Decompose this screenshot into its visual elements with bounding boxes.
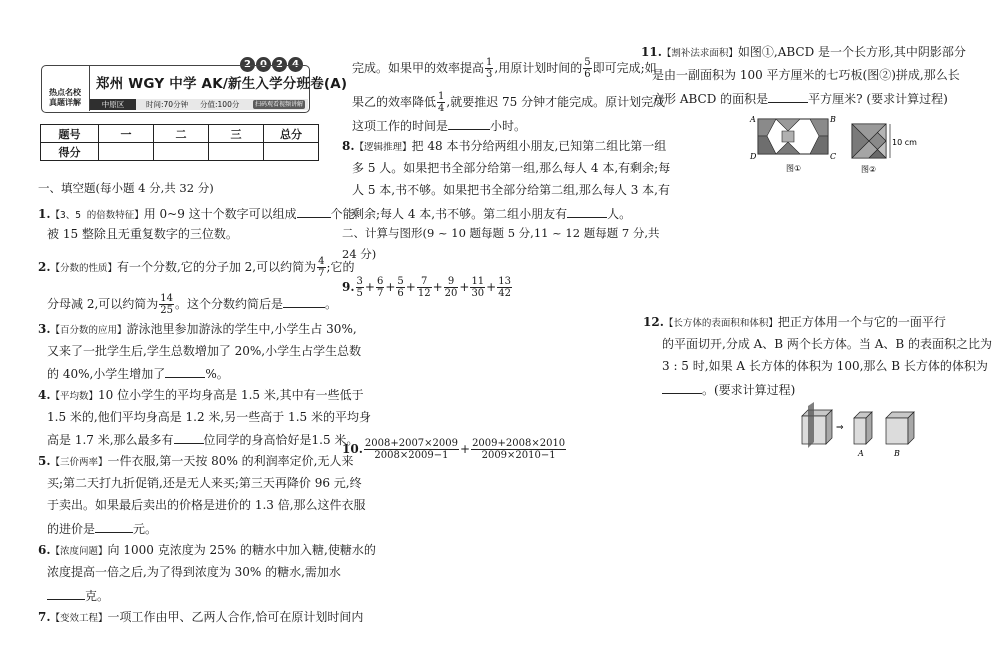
score-cell: 总分 (264, 125, 319, 143)
q8-tag: 【逻辑推理】 (354, 142, 412, 153)
denominator: 2008×2009−1 (374, 450, 449, 461)
q3-text: 的 40%,小学生增加了 (47, 367, 166, 381)
section2-title: 二、计算与图形(9 ~ 10 题每题 5 分,11 ~ 12 题每题 7 分,共 (342, 226, 660, 240)
fraction (444, 276, 459, 299)
q8-line3: 人 5 本,书不够。如果把书全部分给第二组,那么每人 3 本,有 (352, 183, 670, 197)
q11-line3 (652, 91, 948, 106)
score-cell: 得分 (41, 143, 99, 161)
fraction (471, 438, 566, 461)
fraction (159, 293, 174, 316)
q4-number: 4. (38, 388, 51, 402)
dimension-label: 10 cm (892, 138, 917, 147)
q3-line2: 又来了一批学生后,学生总数增加了 20%,小学生占学生总数 (47, 344, 362, 358)
year-digit: 2 (272, 57, 287, 72)
figure-caption: 图① (786, 164, 802, 173)
fraction (437, 91, 445, 114)
numerator: 3 (356, 276, 363, 287)
denominator: 20 (444, 288, 458, 299)
q4-text: 10 位小学生的平均身高是 1.5 米,其中有一些低于 (98, 388, 364, 402)
denominator: 6 (584, 69, 591, 80)
q2-text: ;它的 (326, 260, 355, 274)
q6-line2: 浓度提高一倍之后,为了得到浓度为 30% 的糖水,需加水 (47, 565, 341, 579)
numerator: 5 (397, 276, 404, 287)
q7-number: 7. (38, 610, 51, 624)
denominator: 3 (486, 69, 493, 80)
q7-line1 (38, 611, 363, 625)
q8-text: 把 48 本书分给两组小朋友,已知第二组比第一组 (411, 139, 667, 153)
numerator: 1 (438, 91, 445, 102)
score-table-score-row (41, 143, 319, 161)
answer-blank[interactable] (165, 366, 205, 378)
answer-blank[interactable] (174, 432, 204, 444)
point-label: C (830, 152, 837, 161)
q5-line2: 买;第二天打九折促销,还是无人来买;第三天再降价 96 元,终 (47, 476, 362, 490)
q11-text: 如图①,ABCD 是一个长方形,其中阴影部分 (737, 45, 966, 59)
q11-text: 平方厘米? (要求计算过程) (808, 92, 948, 106)
fraction (317, 256, 325, 279)
denominator: 12 (417, 288, 431, 299)
q12-line3: 3 : 5 时,如果 A 长方体的体积为 100,那么 B 长方体的体积为 (662, 359, 988, 373)
q11-number: 11. (641, 45, 662, 59)
q2-tag: 【分数的性质】 (50, 263, 118, 274)
fraction (485, 57, 493, 80)
q11-line1 (641, 46, 966, 60)
fraction (364, 438, 459, 461)
q6-text: 克。 (85, 589, 110, 603)
point-label: A (750, 115, 756, 124)
denominator: 2009×2010−1 (481, 450, 556, 461)
q4-text: 位同学的身高恰好是1.5 米。 (203, 433, 359, 447)
q3-line3 (47, 366, 229, 381)
year-digit: 0 (256, 57, 271, 72)
q5-text: 元。 (133, 522, 158, 536)
q7-text: 小时。 (490, 119, 527, 133)
q7-text: 一项工作由甲、乙两人合作,恰可在原计划时间内 (107, 610, 364, 624)
q12-line1 (643, 316, 946, 330)
cuboid-b (886, 412, 914, 444)
operator: + (460, 442, 471, 456)
q7-tag: 【变效工程】 (50, 613, 108, 624)
score-table (40, 124, 319, 161)
score-input-cell[interactable] (99, 143, 154, 161)
answer-blank[interactable] (567, 206, 607, 218)
q4-text: 高是 1.7 米,那么最多有 (47, 433, 174, 447)
fraction (396, 276, 404, 299)
numerator: 1 (486, 57, 493, 68)
q8-number: 8. (342, 139, 355, 153)
district-label: 中原区 (90, 99, 136, 110)
q2-line2 (47, 293, 337, 316)
q2-text: 。这个分数约简后是 (175, 297, 284, 311)
q1-number: 1. (38, 207, 51, 221)
answer-blank[interactable] (448, 118, 490, 130)
q1-tag: 【3、5 的倍数特征】 (50, 210, 144, 221)
operator: + (364, 280, 375, 294)
q12-line4 (662, 382, 795, 397)
q1-text: 个能 (330, 207, 355, 221)
header-badge (42, 88, 88, 108)
figure-caption: 图② (861, 165, 877, 174)
q7-text: ,就要推迟 75 分钟才能完成。原计划完成 (446, 95, 666, 109)
score-input-cell[interactable] (264, 143, 319, 161)
q5-line1 (38, 455, 353, 469)
score-cell: 二 (154, 125, 209, 143)
q3-text: %。 (205, 367, 229, 381)
section2-title-cont: 24 分) (342, 247, 377, 261)
q4-tag: 【平均数】 (50, 391, 99, 402)
q3-number: 3. (38, 322, 51, 336)
q2-text: 有一个分数,它的分子加 2,可以约简为 (117, 260, 317, 274)
fraction (417, 276, 432, 299)
q7-text: 即可完成;如 (592, 61, 657, 75)
numerator: 4 (318, 256, 325, 267)
score-cell: 三 (209, 125, 264, 143)
q5-text: 一件衣服,第一天按 80% 的利润率定价,无人来 (107, 454, 354, 468)
fraction (470, 276, 485, 299)
q8-text: 剩余;每人 4 本,书不够。第二组小朋友有 (352, 207, 568, 221)
q5-line4 (47, 521, 157, 536)
q2-number: 2. (38, 260, 51, 274)
numerator: 2008+2007×2009 (364, 438, 458, 449)
q6-line3 (47, 588, 109, 603)
q9-expression (342, 275, 513, 299)
tangram-square-figure (848, 120, 924, 178)
q2-text: 。 (325, 297, 338, 311)
q6-text: 向 1000 克浓度为 25% 的糖水中加入糖,使糖水的 (107, 543, 376, 557)
denominator: 5 (356, 288, 363, 299)
score-input-cell[interactable] (154, 143, 209, 161)
q1-text: 用 0~9 这十个数字可以组成 (143, 207, 297, 221)
q8-line4 (352, 206, 631, 221)
q5-number: 5. (38, 454, 51, 468)
cuboid-a (854, 412, 872, 444)
numerator: 11 (471, 276, 485, 287)
answer-blank[interactable] (297, 206, 331, 218)
denominator: 6 (397, 288, 404, 299)
q5-tag: 【三价两率】 (50, 457, 108, 468)
answer-blank[interactable] (283, 296, 325, 308)
operator: + (385, 280, 396, 294)
answer-blank[interactable] (768, 91, 808, 103)
denominator: 7 (318, 268, 325, 279)
q1-line1 (38, 206, 355, 222)
q12-line2: 的平面切开,分成 A、B 两个长方体。当 A、B 的表面积之比为 (662, 337, 992, 351)
q11-tag: 【割补法求面积】 (661, 48, 738, 59)
cube-with-plane (802, 402, 832, 448)
score-cell: 题号 (41, 125, 99, 143)
fraction (497, 276, 512, 299)
score-input-cell[interactable] (209, 143, 264, 161)
q6-tag: 【浓度问题】 (50, 546, 108, 557)
header-badge-line1: 热点名校 (49, 88, 81, 97)
q2-text: 分母减 2,可以约简为 (47, 297, 159, 311)
q6-number: 6. (38, 543, 51, 557)
q8-line2: 多 5 人。如果把书全部分给第一组,那么每人 4 本,有剩余;每 (352, 161, 671, 175)
q11-line2: 是由一副面积为 100 平方厘米的七巧板(图②)拼成,那么长 (652, 68, 960, 82)
q4-line1 (38, 389, 364, 403)
numerator: 14 (160, 293, 173, 304)
q8-line1 (342, 140, 666, 154)
q7-text: 完成。如果甲的效率提高 (352, 61, 485, 75)
q10-number: 10. (342, 442, 363, 456)
cuboid-cut-figure (800, 404, 922, 460)
arrow-icon: ⇒ (836, 423, 844, 433)
q9-number: 9. (342, 280, 355, 294)
q1-line2: 被 15 整除且无重复数字的三位数。 (47, 227, 238, 241)
q2-line1 (38, 256, 355, 279)
operator: + (405, 280, 416, 294)
q10-expression (342, 437, 567, 461)
q3-text: 游泳池里参加游泳的学生中,小学生占 30%, (126, 322, 357, 336)
operator: + (459, 280, 470, 294)
q7-cont-line1 (352, 57, 657, 80)
exam-score: 分值:100分 (200, 100, 240, 109)
q7-text: ,用原计划时间的 (494, 61, 583, 75)
numerator: 13 (498, 276, 511, 287)
fraction (376, 276, 384, 299)
tangram-piece (782, 131, 794, 142)
q7-text: 这项工作的时间是 (352, 119, 449, 133)
answer-blank[interactable] (95, 521, 133, 533)
denominator: 25 (160, 305, 173, 316)
cuboid-label: A (858, 449, 864, 458)
q6-line1 (38, 544, 376, 558)
fraction (356, 276, 364, 299)
scan-video-label: 扫码观看视频讲解 (254, 101, 303, 108)
point-label: B (830, 115, 836, 124)
operator: + (432, 280, 443, 294)
q5-line3: 于卖出。如果最后卖出的价格是进价的 1.3 倍,那么这件衣服 (47, 498, 366, 512)
answer-blank[interactable] (47, 588, 85, 600)
q12-number: 12. (643, 315, 664, 329)
q5-text: 的进价是 (47, 522, 96, 536)
numerator: 7 (417, 276, 432, 288)
header-badge-line2: 真题详解 (49, 98, 81, 107)
point-label: D (750, 152, 757, 161)
q7-cont-line3 (352, 118, 526, 133)
numerator: 5 (584, 57, 591, 68)
fraction (583, 57, 591, 80)
q7-cont-line2 (352, 91, 665, 114)
numerator: 9 (444, 276, 459, 288)
q12-text: 。(要求计算过程) (702, 383, 796, 397)
operator: + (486, 280, 497, 294)
q3-line1 (38, 323, 357, 337)
exam-title: 郑州 WGY 中学 AK/新生入学分班卷(A) (96, 76, 348, 92)
q8-text: 人。 (607, 207, 632, 221)
section1-title: 一、填空题(每小题 4 分,共 32 分) (38, 181, 214, 195)
score-table-header-row (41, 125, 319, 143)
denominator: 30 (471, 288, 485, 299)
numerator: 6 (376, 276, 384, 287)
q12-tag: 【长方体的表面积和体积】 (663, 318, 778, 329)
q7-text: 果乙的效率降低 (352, 95, 437, 109)
q11-text: 方形 ABCD 的面积是 (652, 92, 769, 106)
q12-text: 把正方体用一个与它的一面平行 (777, 315, 946, 329)
denominator: 7 (376, 288, 384, 299)
cuboid-label: B (894, 449, 900, 458)
year-digit: 4 (288, 57, 303, 72)
q4-line2: 1.5 米的,他们平均身高是 1.2 米,另一些高于 1.5 米的平均身 (47, 410, 371, 424)
q4-line3 (47, 432, 358, 447)
tangram-rectangle-figure (748, 114, 840, 176)
exam-time: 时间:70分钟 (146, 100, 189, 109)
denominator: 4 (438, 103, 445, 114)
numerator: 2009+2008×2010 (472, 438, 566, 449)
q3-tag: 【百分数的应用】 (50, 325, 127, 336)
year-digit: 2 (240, 57, 255, 72)
answer-blank[interactable] (662, 382, 702, 394)
denominator: 42 (498, 288, 511, 299)
score-cell: 一 (99, 125, 154, 143)
